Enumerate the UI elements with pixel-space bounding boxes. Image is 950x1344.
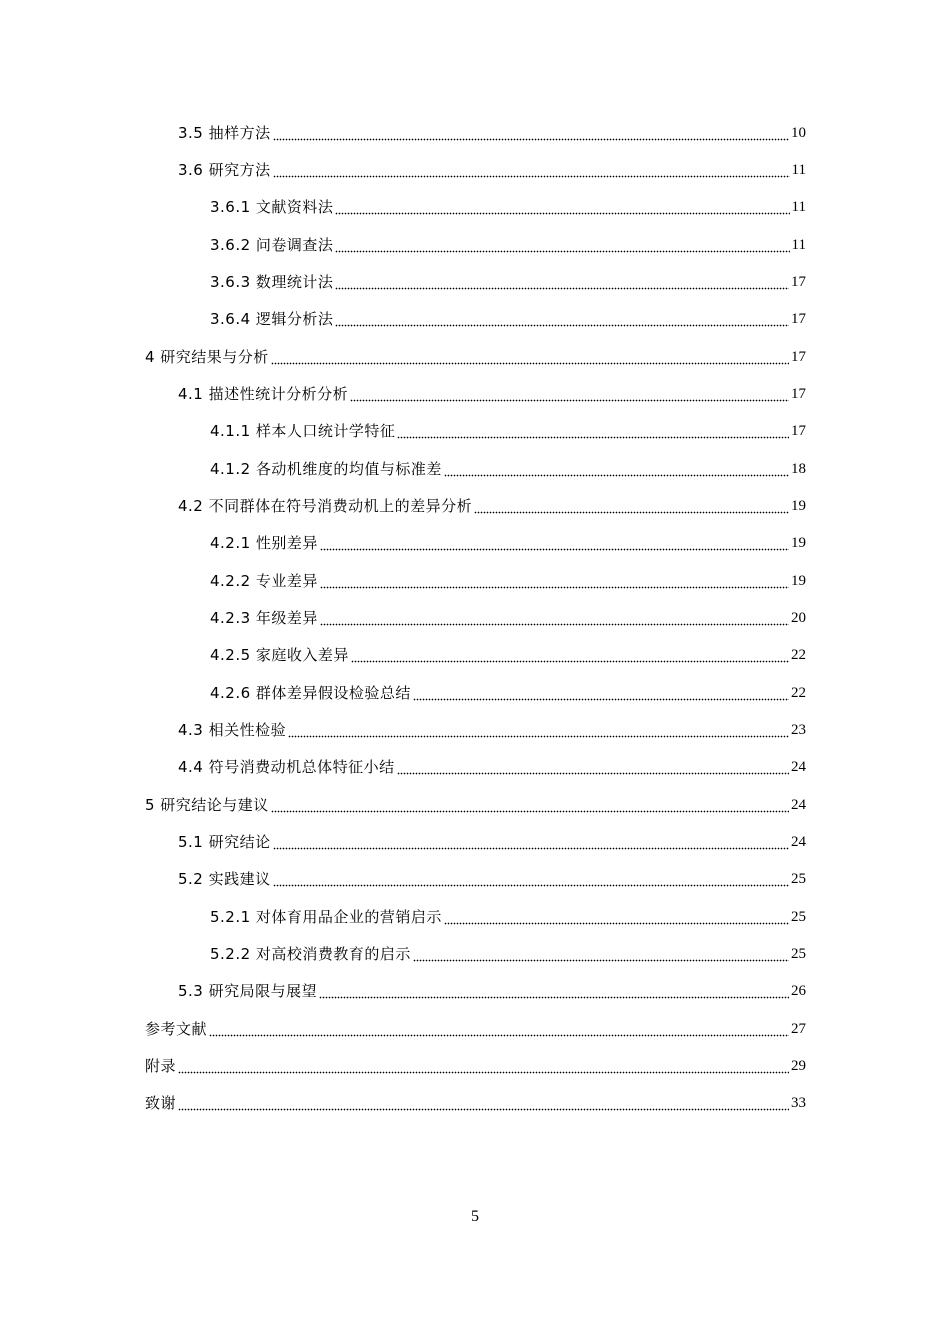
toc-entry-title: 4.1.1 样本人口统计学特征 [210, 422, 396, 440]
toc-entry-title: 参考文献 [145, 1020, 208, 1038]
toc-entry-title: 5.1 研究结论 [178, 833, 271, 851]
toc-entry-title: 3.6.3 数理统计法 [210, 273, 334, 291]
toc-entry[interactable] [178, 383, 806, 405]
toc-entry[interactable] [210, 943, 806, 965]
dot-leader [320, 607, 789, 629]
toc-entry[interactable] [145, 1018, 806, 1040]
dot-leader [335, 308, 789, 330]
toc-entry-page: 19 [791, 573, 806, 589]
toc-entry[interactable] [210, 458, 806, 480]
toc-entry-page: 19 [791, 535, 806, 551]
toc-entry[interactable] [145, 1092, 806, 1114]
dot-leader [397, 420, 789, 442]
toc-entry[interactable] [178, 122, 806, 144]
toc-entry-title: 3.6.1 文献资料法 [210, 198, 334, 216]
dot-leader [444, 458, 789, 480]
dot-leader [273, 868, 789, 890]
toc-entry[interactable] [178, 159, 806, 181]
toc-entry[interactable] [210, 570, 806, 592]
toc-entry[interactable] [210, 607, 806, 629]
toc-entry-page: 22 [791, 647, 806, 663]
toc-entry-page: 17 [791, 349, 806, 365]
page-number: 5 [471, 1208, 479, 1225]
toc-entry-title: 5.2.1 对体育用品企业的营销启示 [210, 908, 442, 926]
dot-leader [271, 794, 789, 816]
dot-leader [271, 346, 789, 368]
toc-entry[interactable] [210, 682, 806, 704]
toc-entry-page: 18 [791, 461, 806, 477]
toc-entry-page: 17 [791, 311, 806, 327]
toc-entry[interactable] [178, 868, 806, 890]
toc-entry-title: 3.6.4 逻辑分析法 [210, 310, 334, 328]
toc-entry-title: 附录 [145, 1057, 177, 1075]
toc-entry-title: 5.2.2 对高校消费教育的启示 [210, 945, 411, 963]
toc-entry-page: 17 [791, 386, 806, 402]
dot-leader [413, 682, 789, 704]
toc-entry-title: 4.2.1 性别差异 [210, 534, 318, 552]
toc-entry-page: 33 [791, 1095, 806, 1111]
dot-leader [351, 644, 789, 666]
toc-entry-page: 24 [791, 797, 806, 813]
dot-leader [413, 943, 789, 965]
dot-leader [178, 1055, 789, 1077]
toc-entry[interactable] [210, 234, 806, 256]
toc-entry-title: 4.2.6 群体差异假设检验总结 [210, 684, 411, 702]
toc-entry-title: 3.5 抽样方法 [178, 124, 271, 142]
toc-entry-title: 4.3 相关性检验 [178, 721, 287, 739]
dot-leader [178, 1092, 789, 1114]
dot-leader [288, 719, 789, 741]
toc-entry-page: 26 [791, 983, 806, 999]
toc-entry[interactable] [145, 1055, 806, 1077]
toc-entry-page: 10 [791, 125, 806, 141]
toc-entry-page: 17 [791, 423, 806, 439]
toc-entry-title: 4.4 符号消费动机总体特征小结 [178, 758, 395, 776]
toc-entry[interactable] [210, 308, 806, 330]
toc-entry-title: 5 研究结论与建议 [145, 796, 269, 814]
dot-leader [474, 495, 789, 517]
toc-entry-page: 25 [791, 871, 806, 887]
toc-entry-page: 19 [791, 498, 806, 514]
dot-leader [273, 122, 789, 144]
toc-entry-title: 4.1.2 各动机维度的均值与标准差 [210, 460, 442, 478]
toc-entry-page: 27 [791, 1021, 806, 1037]
dot-leader [209, 1018, 789, 1040]
toc-entry-title: 4.2.2 专业差异 [210, 572, 318, 590]
dot-leader [335, 196, 789, 218]
toc-entry[interactable] [178, 495, 806, 517]
dot-leader [320, 532, 789, 554]
toc-entry-page: 22 [791, 685, 806, 701]
toc-entry[interactable] [178, 831, 806, 853]
toc-entry-title: 3.6 研究方法 [178, 161, 271, 179]
toc-entry-page: 11 [791, 162, 806, 178]
toc-entry[interactable] [145, 794, 806, 816]
dot-leader [320, 570, 789, 592]
toc-entry-page: 17 [791, 274, 806, 290]
toc-entry-page: 20 [791, 610, 806, 626]
toc-entry[interactable] [210, 271, 806, 293]
toc-entry-page: 29 [791, 1058, 806, 1074]
toc-entry[interactable] [210, 420, 806, 442]
toc-entry-title: 4 研究结果与分析 [145, 348, 269, 366]
dot-leader [397, 756, 789, 778]
dot-leader [335, 271, 789, 293]
toc-entry-page: 24 [791, 834, 806, 850]
toc-entry-title: 4.2.3 年级差异 [210, 609, 318, 627]
toc-entry-page: 11 [791, 199, 806, 215]
dot-leader [350, 383, 789, 405]
toc-entry[interactable] [178, 980, 806, 1002]
toc-entry[interactable] [210, 644, 806, 666]
toc-entry[interactable] [178, 719, 806, 741]
toc-entry-page: 25 [791, 946, 806, 962]
dot-leader [444, 906, 789, 928]
toc-entry[interactable] [178, 756, 806, 778]
toc-entry[interactable] [145, 346, 806, 368]
dot-leader [273, 159, 790, 181]
toc-entry[interactable] [210, 906, 806, 928]
toc-entry-title: 4.2.5 家庭收入差异 [210, 646, 349, 664]
toc-entry[interactable] [210, 196, 806, 218]
toc-entry-title: 5.3 研究局限与展望 [178, 982, 318, 1000]
toc-entry-title: 5.2 实践建议 [178, 870, 271, 888]
dot-leader [319, 980, 789, 1002]
toc-entry-page: 11 [791, 237, 806, 253]
toc-entry-page: 24 [791, 759, 806, 775]
toc-entry-title: 3.6.2 问卷调查法 [210, 236, 334, 254]
toc-entry-page: 23 [791, 722, 806, 738]
toc-entry-title: 4.1 描述性统计分析分析 [178, 385, 349, 403]
toc-entry-page: 25 [791, 909, 806, 925]
toc-entry[interactable] [210, 532, 806, 554]
dot-leader [335, 234, 789, 256]
toc-entry-title: 4.2 不同群体在符号消费动机上的差异分析 [178, 497, 473, 515]
toc-entry-title: 致谢 [145, 1094, 177, 1112]
dot-leader [273, 831, 789, 853]
